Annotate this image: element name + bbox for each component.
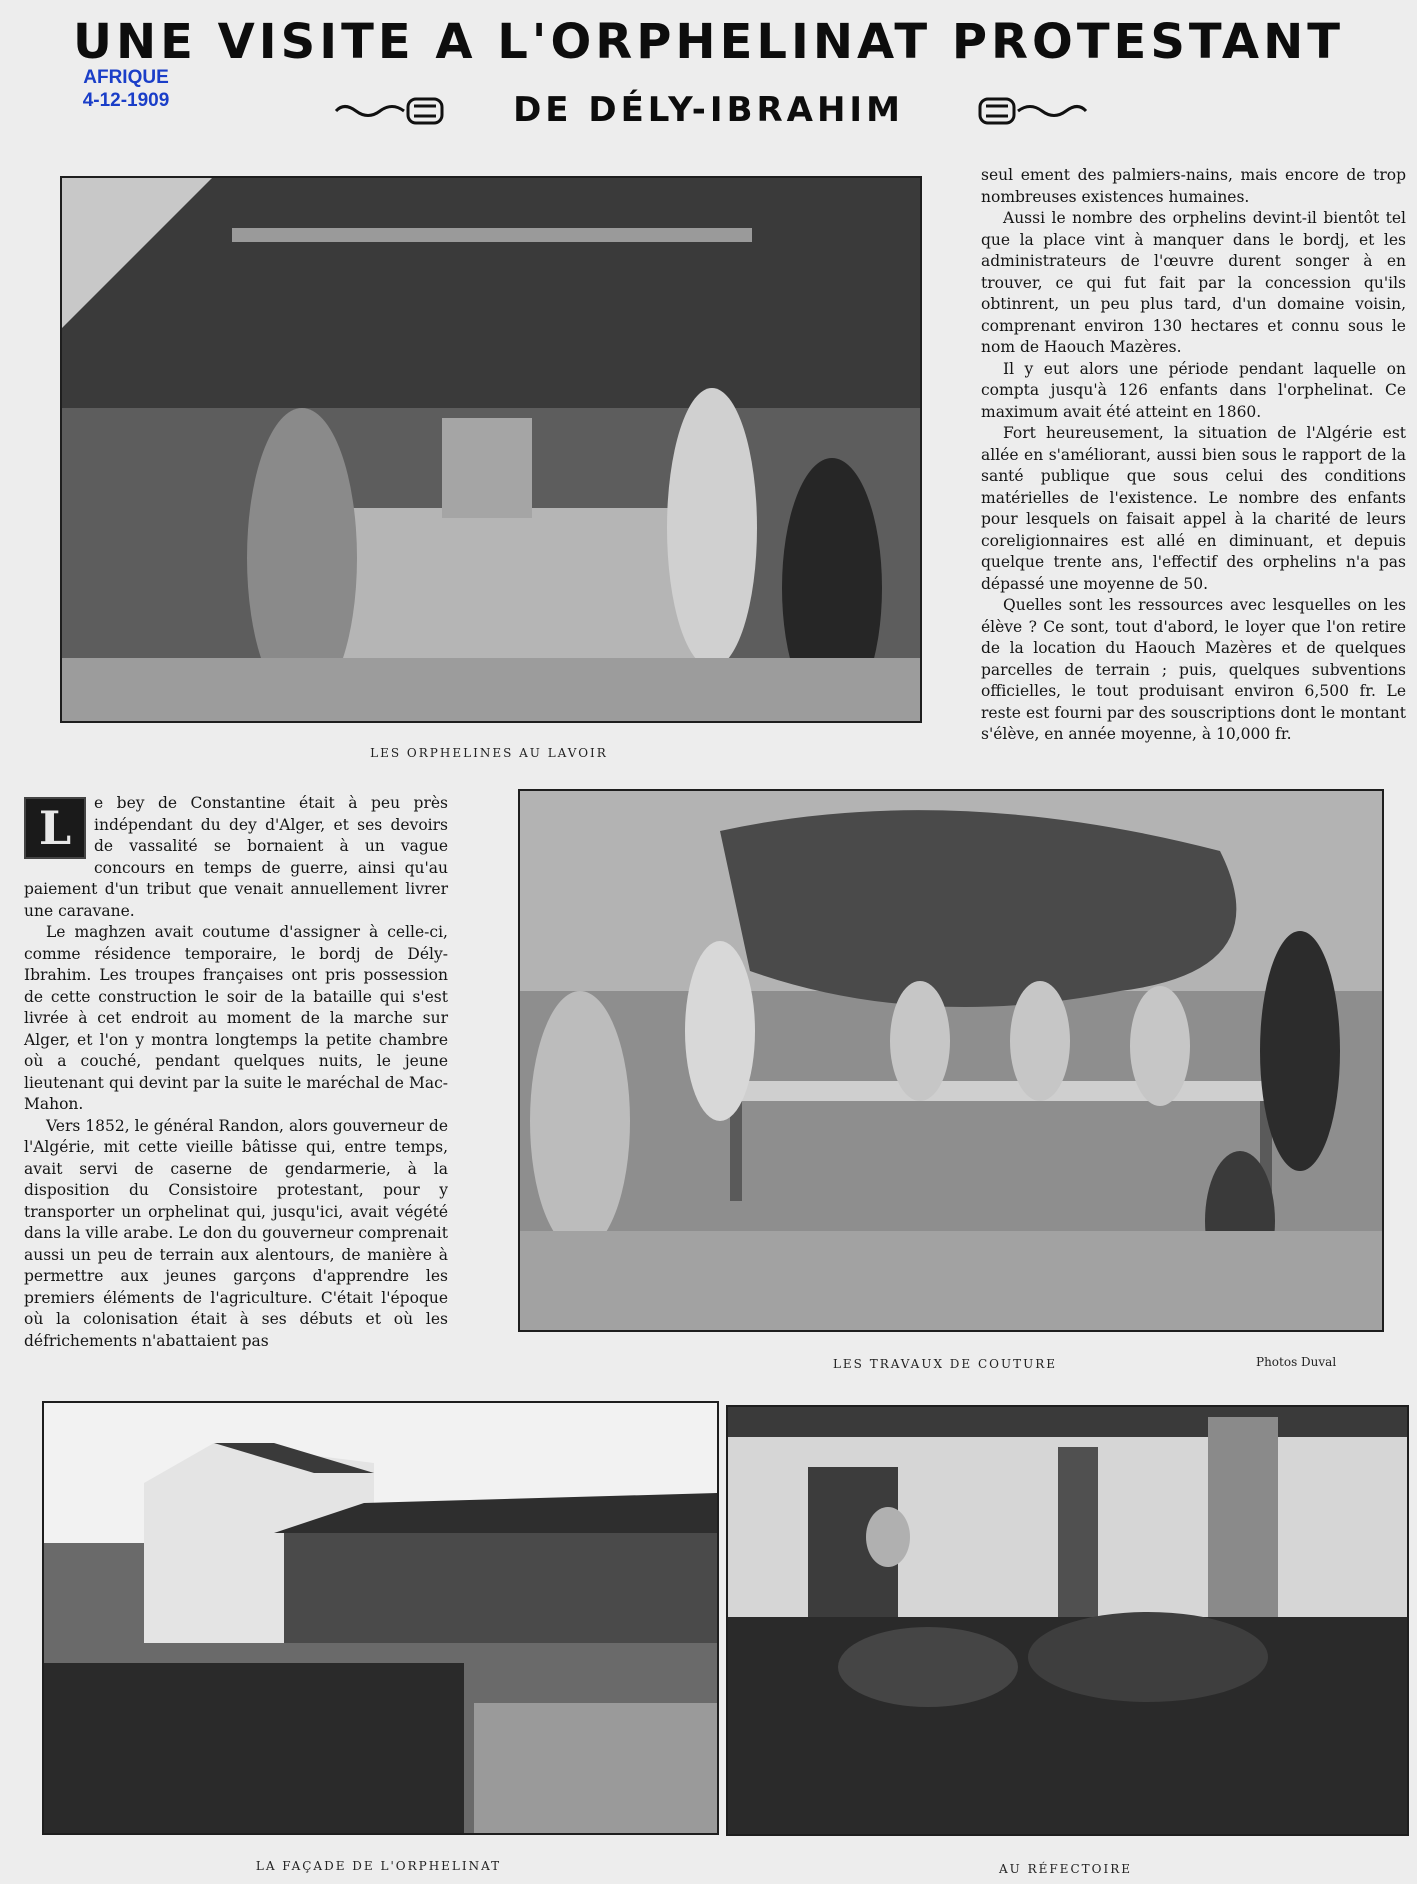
paragraph: Quelles sont les ressources avec lesquelles on les élève ? Ce sont, tout d'abord, le loyer que l'on retire de la location du Haouch Mazères et de quelques parcelles de terrain ; puis, quelques subventions officielles, le tout produisant environ 6,500 fr. Le reste est fourni par des souscriptions dont le montant s'élève, en année moyenne, à 10,000 fr. <box>981 596 1406 743</box>
source-date: 4-12-1909 <box>82 90 170 111</box>
caption-laundry: LES ORPHELINES AU LAVOIR <box>370 746 608 760</box>
photo-laundry <box>60 176 922 723</box>
article-title: UNE VISITE A L'ORPHELINAT PROTESTANT <box>73 14 1344 70</box>
paragraph: Vers 1852, le général Randon, alors gouverneur de l'Algérie, mit cette vieille bâtisse qui, entre temps, avait servi de caserne de gendarmerie, à la disposition du Consistoire protestant, pour y transporter un orphelinat qui, jusqu'ici, avait végété dans la ville arabe. Le don du gouverneur comprenait aussi un peu de terrain aux alentours, de manière à permettre aux jeunes garçons d'apprendre les premiers éléments de l'agriculture. C'était l'époque où la colonisation était à ses débuts et où les défrichements n'abattaient pas <box>24 1116 448 1350</box>
caption-facade: LA FAÇADE DE L'ORPHELINAT <box>255 1859 502 1873</box>
article-subtitle: DE DÉLY-IBRAHIM <box>513 90 904 130</box>
paragraph: Il y eut alors une période pendant laquelle on compta jusqu'à 126 enfants dans l'orphelinat. Ce maximum avait été atteint en 1860. <box>981 359 1406 421</box>
article-left-column <box>24 793 448 1352</box>
photo-sewing <box>518 789 1384 1332</box>
photo-facade <box>42 1401 719 1835</box>
paragraph: Aussi le nombre des orphelins devint-il bientôt tel que la place vint à manquer dans le bordj, et les administrateurs de l'œuvre durent songer à en trouver, ce qui fut fait par la concession qu'ils obtinrent, un peu plus tard, d'un domaine voisin, comprenant environ 130 hectares et connu sous le nom de Haouch Mazères. <box>981 209 1406 356</box>
paragraph: Fort heureusement, la situation de l'Algérie est allée en s'améliorant, aussi bien sous le rapport de la santé publique que sous celui des conditions matérielles de l'existence. Le nombre des enfants pour lesquels on faisait appel à la charité de leurs coreligionnaires est allé en diminuant, et depuis quelque trente ans, l'effectif des orphelins n'a pas dépassé une moyenne de 50. <box>981 424 1406 593</box>
paragraph-text: e bey de Constantine était à peu près indépendant du dey d'Alger, et ses devoirs de vassalité se bornaient à un vague concours en temps de guerre, ainsi qu'au paiement d'un tribut que venait annuellement livrer une caravane. <box>24 794 448 920</box>
paragraph <box>24 793 448 922</box>
caption-sewing: LES TRAVAUX DE COUTURE <box>832 1357 1058 1371</box>
source-label: AFRIQUE <box>83 67 169 88</box>
right-ornament-icon <box>976 96 1088 126</box>
article-right-column <box>981 165 1406 746</box>
photo-credit: Photos Duval <box>1256 1355 1337 1369</box>
dropcap: L <box>24 797 86 859</box>
paragraph: seul ement des palmiers-nains, mais encore de trop nombreuses existences humaines. <box>981 166 1406 206</box>
caption-refectory: AU RÉFECTOIRE <box>998 1862 1133 1876</box>
photo-refectory <box>726 1405 1409 1836</box>
paragraph: Le maghzen avait coutume d'assigner à celle-ci, comme résidence temporaire, le bordj de Dély-Ibrahim. Les troupes françaises ont pris possession de cette construction le soir de la bataille qui s'est livrée à cet endroit au moment de la marche sur Alger, et l'on y montra longtemps la petite chambre où a couché, pendant quelques nuits, le jeune lieutenant qui devint par la suite le maréchal de Mac-Mahon. <box>24 923 448 1113</box>
